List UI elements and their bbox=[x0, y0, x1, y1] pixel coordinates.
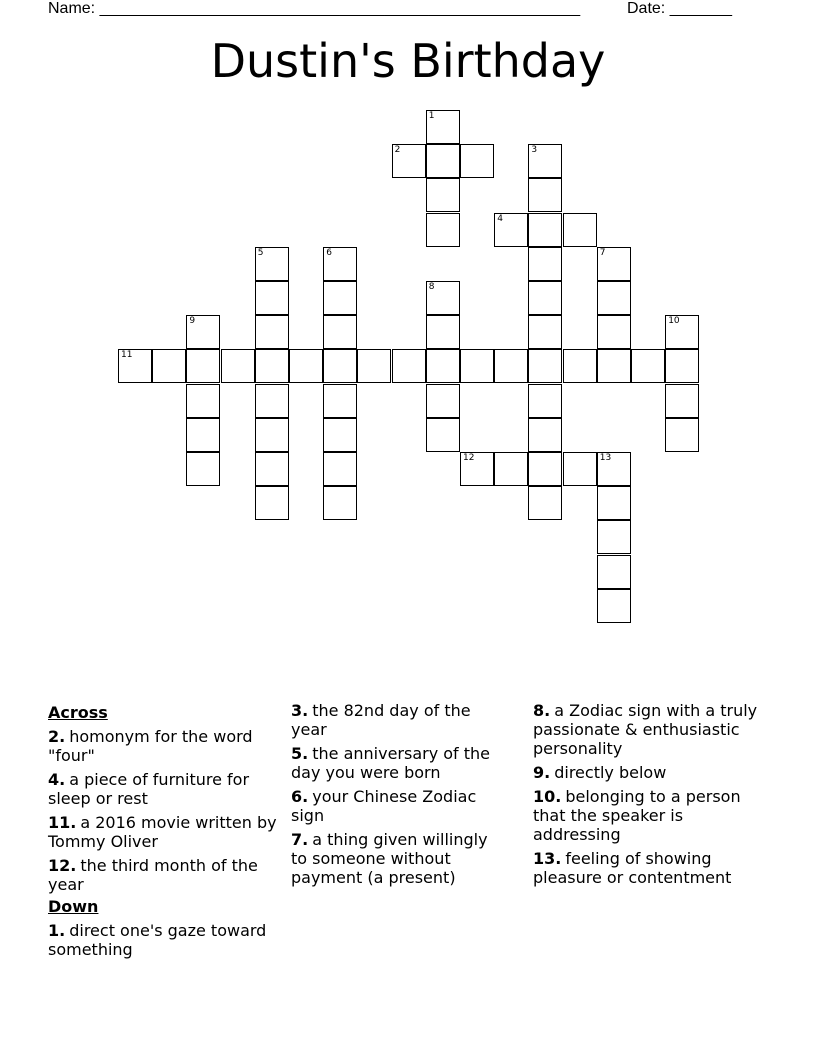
clue-text: direct one's gaze toward something bbox=[48, 921, 267, 959]
cell-number: 4 bbox=[497, 213, 503, 224]
grid-cell[interactable] bbox=[597, 315, 631, 349]
cell-number: 6 bbox=[326, 247, 332, 258]
clue-text: feeling of showing pleasure or contentment bbox=[533, 849, 732, 887]
grid-cell[interactable] bbox=[665, 315, 699, 349]
grid-cell[interactable] bbox=[357, 349, 391, 383]
grid-cell[interactable] bbox=[255, 418, 289, 452]
clue-number: 13. bbox=[533, 849, 562, 868]
name-field-label: Name: ______________________________________________________ bbox=[48, 0, 581, 17]
cell-number: 1 bbox=[428, 111, 435, 121]
grid-cell[interactable] bbox=[563, 213, 597, 247]
grid-cell[interactable] bbox=[323, 247, 357, 281]
grid-cell[interactable] bbox=[186, 349, 220, 383]
cell-number: 9 bbox=[189, 316, 196, 327]
grid-cell[interactable] bbox=[426, 281, 460, 315]
cell-number: 7 bbox=[599, 247, 606, 258]
clue-text: a Zodiac sign with a truly passionate & enthusiastic personality bbox=[533, 701, 758, 758]
clue-number: 4. bbox=[48, 770, 66, 789]
clue-text: directly below bbox=[554, 763, 667, 782]
clue-number: 8. bbox=[533, 701, 551, 720]
grid-cell[interactable] bbox=[494, 349, 528, 383]
grid-cell[interactable] bbox=[597, 281, 631, 315]
grid-cell[interactable] bbox=[528, 247, 562, 281]
clue-number: 3. bbox=[291, 701, 309, 720]
across-heading: Across bbox=[48, 703, 108, 722]
grid-cell[interactable] bbox=[460, 452, 494, 486]
grid-cell[interactable] bbox=[152, 349, 186, 383]
grid-cell[interactable] bbox=[597, 247, 631, 281]
clue-down-6 bbox=[291, 787, 506, 825]
clue-across-4 bbox=[48, 770, 278, 808]
cell-number: 11 bbox=[121, 350, 133, 361]
grid-cell[interactable] bbox=[528, 144, 562, 178]
grid-cell[interactable] bbox=[597, 555, 631, 589]
clue-down-9 bbox=[533, 763, 773, 782]
cell-number: 8 bbox=[428, 282, 435, 292]
cell-number: 2 bbox=[394, 145, 401, 156]
clue-number: 10. bbox=[533, 787, 562, 806]
clue-down-3 bbox=[291, 701, 506, 739]
grid-cell[interactable] bbox=[186, 418, 220, 452]
grid-cell[interactable] bbox=[665, 418, 699, 452]
grid-cell[interactable] bbox=[631, 349, 665, 383]
clue-number: 12. bbox=[48, 856, 77, 875]
clue-down-5 bbox=[291, 744, 506, 782]
grid-cell[interactable] bbox=[392, 349, 426, 383]
clue-across-2 bbox=[48, 727, 278, 765]
clue-down-10 bbox=[533, 787, 773, 844]
grid-cell[interactable] bbox=[494, 452, 528, 486]
clue-text: a thing given willingly to someone without payment (a present) bbox=[291, 830, 488, 887]
clue-column-2 bbox=[291, 701, 506, 892]
grid-cell[interactable] bbox=[186, 384, 220, 418]
cell-number: 5 bbox=[257, 247, 264, 258]
grid-cell[interactable] bbox=[528, 315, 562, 349]
clue-column-3 bbox=[533, 701, 773, 892]
clue-across-12 bbox=[48, 856, 278, 894]
grid-cell[interactable] bbox=[426, 384, 460, 418]
grid-cell[interactable] bbox=[528, 281, 562, 315]
clue-number: 7. bbox=[291, 830, 309, 849]
grid-cell[interactable] bbox=[186, 315, 220, 349]
grid-cell[interactable] bbox=[460, 349, 494, 383]
cell-number: 10 bbox=[668, 316, 680, 327]
grid-cell[interactable] bbox=[426, 144, 460, 178]
grid-cell[interactable] bbox=[597, 452, 631, 486]
grid-cell[interactable] bbox=[528, 452, 562, 486]
grid-cell[interactable] bbox=[323, 486, 357, 520]
grid-cell[interactable] bbox=[528, 384, 562, 418]
grid-cell[interactable] bbox=[255, 384, 289, 418]
down-heading: Down bbox=[48, 897, 99, 916]
grid-cell[interactable] bbox=[323, 418, 357, 452]
grid-cell[interactable] bbox=[255, 349, 289, 383]
grid-cell[interactable] bbox=[597, 520, 631, 554]
grid-cell[interactable] bbox=[323, 452, 357, 486]
grid-cell[interactable] bbox=[426, 178, 460, 212]
grid-cell[interactable] bbox=[665, 349, 699, 383]
grid-cell[interactable] bbox=[460, 144, 494, 178]
clue-number: 2. bbox=[48, 727, 66, 746]
clue-number: 9. bbox=[533, 763, 551, 782]
grid-cell[interactable] bbox=[528, 349, 562, 383]
grid-cell[interactable] bbox=[426, 349, 460, 383]
clue-down-13 bbox=[533, 849, 773, 887]
clue-text: a 2016 movie written by Tommy Oliver bbox=[48, 813, 277, 851]
grid-cell[interactable] bbox=[528, 418, 562, 452]
grid-cell[interactable] bbox=[323, 384, 357, 418]
clue-text: your Chinese Zodiac sign bbox=[291, 787, 477, 825]
grid-cell[interactable] bbox=[597, 589, 631, 623]
grid-cell[interactable] bbox=[323, 315, 357, 349]
grid-cell[interactable] bbox=[426, 213, 460, 247]
date-field-label: Date: _______ bbox=[627, 0, 732, 17]
grid-cell[interactable] bbox=[665, 384, 699, 418]
cell-number: 12 bbox=[463, 453, 475, 463]
grid-cell[interactable] bbox=[221, 349, 255, 383]
clue-across-11 bbox=[48, 813, 278, 851]
cell-number: 13 bbox=[599, 453, 612, 463]
grid-cell[interactable] bbox=[323, 281, 357, 315]
clue-down-7 bbox=[291, 830, 506, 887]
clue-number: 11. bbox=[48, 813, 77, 832]
grid-cell[interactable] bbox=[597, 349, 631, 383]
clue-number: 6. bbox=[291, 787, 309, 806]
grid-cell[interactable] bbox=[255, 486, 289, 520]
grid-cell[interactable] bbox=[563, 349, 597, 383]
grid-cell[interactable] bbox=[255, 281, 289, 315]
clue-column-1 bbox=[48, 701, 278, 964]
clue-text: the third month of the year bbox=[48, 856, 258, 894]
grid-cell[interactable] bbox=[426, 315, 460, 349]
grid-cell[interactable] bbox=[528, 178, 562, 212]
grid-cell[interactable] bbox=[186, 452, 220, 486]
grid-cell[interactable] bbox=[118, 349, 152, 383]
clue-down-8 bbox=[533, 701, 773, 758]
cell-number: 3 bbox=[531, 145, 538, 156]
grid-cell[interactable] bbox=[528, 213, 562, 247]
grid-cell[interactable] bbox=[323, 349, 357, 383]
grid-cell[interactable] bbox=[255, 247, 289, 281]
clue-number: 5. bbox=[291, 744, 309, 763]
clue-text: a piece of furniture for sleep or rest bbox=[48, 770, 250, 808]
clue-text: homonym for the word "four" bbox=[48, 727, 253, 765]
grid-cell[interactable] bbox=[426, 110, 460, 144]
clue-text: belonging to a person that the speaker is addressing bbox=[533, 787, 741, 844]
grid-cell[interactable] bbox=[494, 213, 528, 247]
grid-cell[interactable] bbox=[392, 144, 426, 178]
grid-cell[interactable] bbox=[255, 452, 289, 486]
clue-text: the 82nd day of the year bbox=[291, 701, 471, 739]
clue-down-1 bbox=[48, 921, 278, 959]
grid-cell[interactable] bbox=[597, 486, 631, 520]
grid-cell[interactable] bbox=[426, 418, 460, 452]
clue-number: 1. bbox=[48, 921, 66, 940]
puzzle-title: Dustin's Birthday bbox=[210, 34, 606, 88]
clue-text: the anniversary of the day you were born bbox=[291, 744, 491, 782]
grid-cell[interactable] bbox=[289, 349, 323, 383]
grid-cell[interactable] bbox=[563, 452, 597, 486]
grid-cell[interactable] bbox=[528, 486, 562, 520]
grid-cell[interactable] bbox=[255, 315, 289, 349]
